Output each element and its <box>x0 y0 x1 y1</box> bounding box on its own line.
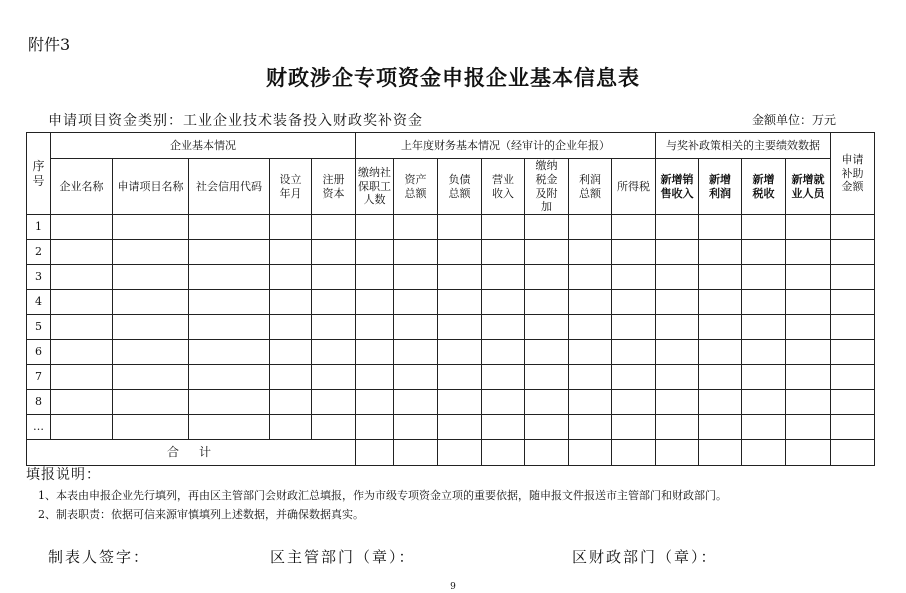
district-dept-seal-label: 区主管部门（章）： <box>270 548 416 566</box>
table-cell[interactable] <box>569 215 612 240</box>
table-cell[interactable] <box>438 240 482 265</box>
page-number: 9 <box>450 582 456 592</box>
total-cell[interactable] <box>786 440 831 466</box>
table-cell[interactable] <box>356 390 394 415</box>
table-cell[interactable] <box>394 240 438 265</box>
table-cell[interactable] <box>699 340 742 365</box>
table-cell[interactable] <box>356 240 394 265</box>
table-cell[interactable] <box>525 265 569 290</box>
total-cell[interactable] <box>394 440 438 466</box>
col-revenue: 营业收入 <box>482 159 525 215</box>
table-cell[interactable] <box>831 315 875 340</box>
table-cell[interactable] <box>438 215 482 240</box>
note-item: 2、制表职责：依据可信来源审慎填列上述数据，并确保数据真实。 <box>38 508 364 521</box>
table-cell[interactable] <box>656 240 699 265</box>
table-cell[interactable] <box>438 365 482 390</box>
table-cell[interactable] <box>786 290 831 315</box>
table-cell[interactable] <box>699 240 742 265</box>
table-cell[interactable] <box>270 240 312 265</box>
table-cell[interactable] <box>656 265 699 290</box>
table-cell[interactable] <box>525 315 569 340</box>
table-cell[interactable] <box>786 315 831 340</box>
table-cell[interactable] <box>699 290 742 315</box>
table-cell[interactable] <box>312 340 356 365</box>
table-cell[interactable] <box>438 340 482 365</box>
row-number: 1 <box>27 215 51 240</box>
col-profit: 利润总额 <box>569 159 612 215</box>
row-number: 7 <box>27 365 51 390</box>
table-row <box>27 240 875 265</box>
table-cell[interactable] <box>189 265 270 290</box>
table-cell[interactable] <box>113 315 189 340</box>
table-cell[interactable] <box>831 240 875 265</box>
total-cell[interactable] <box>612 440 656 466</box>
table-cell[interactable] <box>51 265 113 290</box>
col-founded: 设立年月 <box>270 159 312 215</box>
col-liabilities: 负债总额 <box>438 159 482 215</box>
table-cell[interactable] <box>189 415 270 440</box>
table-cell[interactable] <box>742 340 786 365</box>
preparer-signature-label: 制表人签字： <box>48 548 151 566</box>
notes-title: 填报说明： <box>26 467 101 483</box>
total-cell[interactable] <box>356 440 394 466</box>
table-cell[interactable] <box>356 315 394 340</box>
table-cell[interactable] <box>189 340 270 365</box>
district-finance-seal-label: 区财政部门（章）： <box>572 548 718 566</box>
total-cell[interactable] <box>699 440 742 466</box>
table-cell[interactable] <box>612 365 656 390</box>
table-cell[interactable] <box>612 265 656 290</box>
table-cell[interactable] <box>699 415 742 440</box>
table-cell[interactable] <box>312 415 356 440</box>
total-cell[interactable] <box>438 440 482 466</box>
table-cell[interactable] <box>656 415 699 440</box>
col-assets: 资产总额 <box>394 159 438 215</box>
table-cell[interactable] <box>113 365 189 390</box>
table-row <box>27 415 875 440</box>
row-number: 5 <box>27 315 51 340</box>
table-cell[interactable] <box>438 290 482 315</box>
table-cell[interactable] <box>656 340 699 365</box>
table-cell[interactable] <box>786 215 831 240</box>
table-cell[interactable] <box>742 215 786 240</box>
table-cell[interactable] <box>113 265 189 290</box>
table-cell[interactable] <box>270 265 312 290</box>
table-cell[interactable] <box>113 290 189 315</box>
total-cell[interactable] <box>482 440 525 466</box>
table-cell[interactable] <box>394 315 438 340</box>
table-cell[interactable] <box>525 215 569 240</box>
table-cell[interactable] <box>394 215 438 240</box>
table-cell[interactable] <box>270 290 312 315</box>
table-cell[interactable] <box>742 415 786 440</box>
row-number: … <box>27 415 51 440</box>
table-cell[interactable] <box>569 265 612 290</box>
table-cell[interactable] <box>482 265 525 290</box>
table-cell[interactable] <box>742 290 786 315</box>
table-cell[interactable] <box>312 290 356 315</box>
table-row <box>27 265 875 290</box>
table-cell[interactable] <box>189 240 270 265</box>
table-row <box>27 365 875 390</box>
table-cell[interactable] <box>312 240 356 265</box>
subsidy-amount-header: 申请补助金额 <box>831 133 875 215</box>
table-cell[interactable] <box>786 340 831 365</box>
table-cell[interactable] <box>270 215 312 240</box>
table-cell[interactable] <box>569 415 612 440</box>
table-cell[interactable] <box>482 390 525 415</box>
basic-info-group-header: 企业基本情况 <box>51 133 356 159</box>
table-cell[interactable] <box>612 340 656 365</box>
table-cell[interactable] <box>656 290 699 315</box>
row-number: 2 <box>27 240 51 265</box>
table-cell[interactable] <box>786 390 831 415</box>
col-new-profit: 新增利润 <box>699 159 742 215</box>
table-cell[interactable] <box>525 390 569 415</box>
col-capital: 注册资本 <box>312 159 356 215</box>
table-cell[interactable] <box>394 265 438 290</box>
table-cell[interactable] <box>831 265 875 290</box>
table-cell[interactable] <box>482 340 525 365</box>
seq-header: 序号 <box>27 133 51 215</box>
company-info-table <box>26 132 875 466</box>
table-cell[interactable] <box>786 240 831 265</box>
table-cell[interactable] <box>786 265 831 290</box>
table-cell[interactable] <box>742 265 786 290</box>
table-cell[interactable] <box>525 240 569 265</box>
table-cell[interactable] <box>438 265 482 290</box>
table-cell[interactable] <box>831 415 875 440</box>
table-cell[interactable] <box>356 290 394 315</box>
total-cell[interactable] <box>656 440 699 466</box>
table-cell[interactable] <box>786 365 831 390</box>
table-cell[interactable] <box>312 365 356 390</box>
col-tax-paid: 缴纳税金及附加 <box>525 159 569 215</box>
table-cell[interactable] <box>51 415 113 440</box>
table-cell[interactable] <box>831 290 875 315</box>
table-cell[interactable] <box>51 365 113 390</box>
table-cell[interactable] <box>270 340 312 365</box>
table-cell[interactable] <box>525 340 569 365</box>
col-income-tax: 所得税 <box>612 159 656 215</box>
table-cell[interactable] <box>612 290 656 315</box>
table-cell[interactable] <box>189 290 270 315</box>
table-cell[interactable] <box>612 315 656 340</box>
amount-unit: 金额单位：万元 <box>752 113 837 127</box>
table-cell[interactable] <box>312 390 356 415</box>
table-cell[interactable] <box>656 315 699 340</box>
note-item: 1、本表由申报企业先行填列，再由区主管部门会财政汇总填报，作为市级专项资金立项的重要依据，随申报文件报送市主管部门和财政部门。 <box>38 489 727 502</box>
row-number: 4 <box>27 290 51 315</box>
table-cell[interactable] <box>525 290 569 315</box>
table-cell[interactable] <box>482 315 525 340</box>
table-cell[interactable] <box>699 315 742 340</box>
table-cell[interactable] <box>742 240 786 265</box>
total-label: 合 计 <box>27 440 356 466</box>
table-cell[interactable] <box>189 390 270 415</box>
table-cell[interactable] <box>612 390 656 415</box>
table-cell[interactable] <box>699 390 742 415</box>
table-cell[interactable] <box>569 290 612 315</box>
table-cell[interactable] <box>569 340 612 365</box>
table-cell[interactable] <box>742 315 786 340</box>
table-cell[interactable] <box>356 415 394 440</box>
table-cell[interactable] <box>312 315 356 340</box>
table-cell[interactable] <box>612 415 656 440</box>
page-title: 财政涉企专项资金申报企业基本信息表 <box>266 65 640 90</box>
table-cell[interactable] <box>51 390 113 415</box>
table-cell[interactable] <box>482 240 525 265</box>
table-cell[interactable] <box>270 390 312 415</box>
col-company-name: 企业名称 <box>51 159 113 215</box>
table-cell[interactable] <box>482 415 525 440</box>
table-cell[interactable] <box>482 365 525 390</box>
table-cell[interactable] <box>51 240 113 265</box>
table-row <box>27 215 875 240</box>
table-cell[interactable] <box>656 365 699 390</box>
total-cell[interactable] <box>525 440 569 466</box>
table-cell[interactable] <box>356 365 394 390</box>
attachment-label: 附件3 <box>28 35 71 54</box>
table-cell[interactable] <box>189 365 270 390</box>
table-cell[interactable] <box>356 265 394 290</box>
table-cell[interactable] <box>51 315 113 340</box>
table-cell[interactable] <box>51 215 113 240</box>
table-cell[interactable] <box>742 365 786 390</box>
total-cell[interactable] <box>569 440 612 466</box>
funding-category: 申请项目资金类别：工业企业技术装备投入财政奖补资金 <box>48 113 423 129</box>
row-number: 3 <box>27 265 51 290</box>
total-cell[interactable] <box>831 440 875 466</box>
table-cell[interactable] <box>831 215 875 240</box>
table-cell[interactable] <box>569 365 612 390</box>
table-cell[interactable] <box>51 340 113 365</box>
col-new-jobs: 新增就业人员 <box>786 159 831 215</box>
table-row <box>27 390 875 415</box>
table-cell[interactable] <box>113 415 189 440</box>
table-cell[interactable] <box>612 215 656 240</box>
table-cell[interactable] <box>482 290 525 315</box>
table-cell[interactable] <box>699 365 742 390</box>
table-cell[interactable] <box>438 315 482 340</box>
table-cell[interactable] <box>569 315 612 340</box>
table-cell[interactable] <box>699 215 742 240</box>
table-cell[interactable] <box>394 365 438 390</box>
total-cell[interactable] <box>742 440 786 466</box>
table-cell[interactable] <box>113 240 189 265</box>
table-cell[interactable] <box>312 215 356 240</box>
table-cell[interactable] <box>189 315 270 340</box>
table-cell[interactable] <box>525 415 569 440</box>
col-new-sales: 新增销售收入 <box>656 159 699 215</box>
row-number: 6 <box>27 340 51 365</box>
table-cell[interactable] <box>113 215 189 240</box>
table-row <box>27 315 875 340</box>
table-cell[interactable] <box>51 290 113 315</box>
table-cell[interactable] <box>742 390 786 415</box>
table-cell[interactable] <box>438 390 482 415</box>
table-cell[interactable] <box>356 340 394 365</box>
finance-group-header: 上年度财务基本情况（经审计的企业年报） <box>356 133 656 159</box>
table-cell[interactable] <box>113 390 189 415</box>
table-cell[interactable] <box>569 390 612 415</box>
table-cell[interactable] <box>270 415 312 440</box>
table-cell[interactable] <box>831 365 875 390</box>
table-cell[interactable] <box>312 265 356 290</box>
table-cell[interactable] <box>189 215 270 240</box>
table-cell[interactable] <box>113 340 189 365</box>
table-cell[interactable] <box>612 240 656 265</box>
table-cell[interactable] <box>699 265 742 290</box>
table-cell[interactable] <box>482 215 525 240</box>
table-cell[interactable] <box>438 415 482 440</box>
table-cell[interactable] <box>786 415 831 440</box>
table-row <box>27 290 875 315</box>
table-cell[interactable] <box>525 365 569 390</box>
table-cell[interactable] <box>270 365 312 390</box>
table-cell[interactable] <box>394 290 438 315</box>
table-cell[interactable] <box>569 240 612 265</box>
table-cell[interactable] <box>831 390 875 415</box>
col-insured-staff: 缴纳社保职工人数 <box>356 159 394 215</box>
table-cell[interactable] <box>394 390 438 415</box>
col-project-name: 申请项目名称 <box>113 159 189 215</box>
row-number: 8 <box>27 390 51 415</box>
table-cell[interactable] <box>356 215 394 240</box>
col-new-tax: 新增税收 <box>742 159 786 215</box>
col-credit-code: 社会信用代码 <box>189 159 270 215</box>
table-row <box>27 340 875 365</box>
table-cell[interactable] <box>656 390 699 415</box>
performance-group-header: 与奖补政策相关的主要绩效数据 <box>656 133 831 159</box>
table-cell[interactable] <box>270 315 312 340</box>
table-cell[interactable] <box>394 415 438 440</box>
table-cell[interactable] <box>394 340 438 365</box>
table-cell[interactable] <box>656 215 699 240</box>
table-cell[interactable] <box>831 340 875 365</box>
